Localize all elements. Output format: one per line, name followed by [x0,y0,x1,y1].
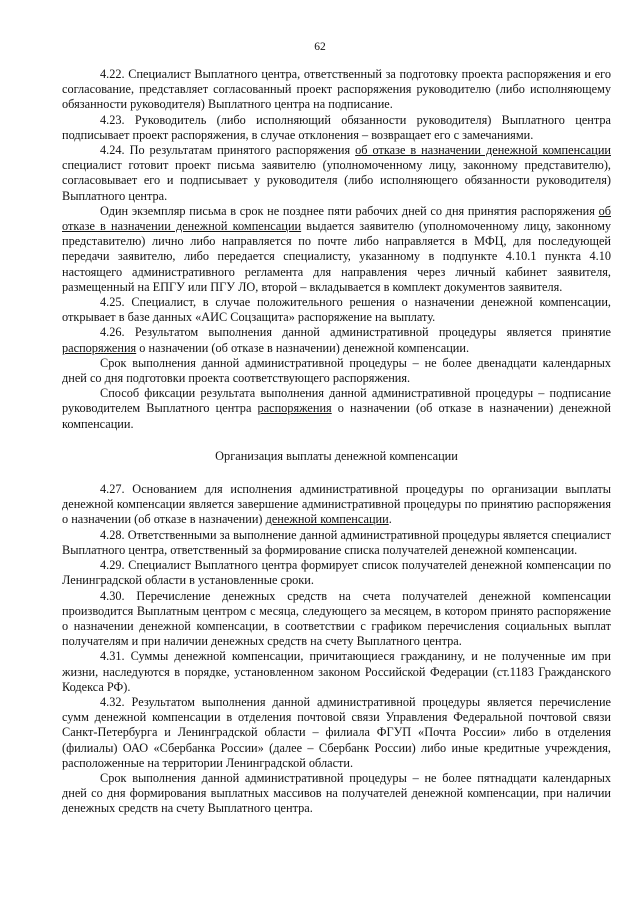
paragraph-4-32: 4.32. Результатом выполнения данной административной процедуры является перечисление сумм денежной компенсации в отделения почтовой связи Управления Федеральной почтовой связи Санкт-Петербурга и Ленинградской области – филиала ФГУП «Почта России» либо в отделения (филиалы) ОАО «Сбербанка России» (далее – Сбербанк России) либо иные кредитные учреждения, расположенные на территории Ленинградской области. [62,694,611,770]
paragraph-4-26 [62,325,611,355]
paragraph-text: 4.26. Результатом выполнения данной административной процедуры является принятие [100,325,611,340]
paragraph-term-1: Срок выполнения данной административной процедуры – не более двенадцати календарных дней со дня подготовки проекта соответствующего распоряжения. [62,355,611,386]
paragraph-fixation [62,386,611,432]
paragraph-text: о назначении (об отказе в назначении) денежной компенсации. [136,340,470,355]
paragraph-text: 4.24. По результатам принятого распоряжения [100,143,356,158]
paragraph-text: 4.27. Основанием для исполнения административной процедуры по организации выплаты денежной компенсации является завершение административной процедуры по принятию распоряжения о назначении (об отказе в назначении) [62,482,611,527]
paragraph-text: Способ фиксации результата выполнения данной административной процедуры – подписание руководителем Выплатного центра [62,386,611,416]
section-heading: Организация выплаты денежной компенсации [215,448,458,463]
paragraph-term-2: Срок выполнения данной административной процедуры – не более пятнадцати календарных дней со дня формирования выплатных массивов на получателей денежной компенсации, при наличии денежных средств на счету Выплатного центра. [62,770,611,816]
paragraph-text: . [388,512,392,527]
paragraph-4-29: 4.29. Специалист Выплатного центра формирует список получателей денежной компенсации по Ленинградской области в установленные сроки. [62,558,611,588]
underlined-term: денежной компенсации [265,512,389,527]
underlined-term: об отказе в назначении денежной компенсации [62,203,611,234]
paragraph-text: о назначении (об отказе в назначении) денежной компенсации. [62,401,611,431]
paragraph-4-22: 4.22. Специалист Выплатного центра, ответственный за подготовку проекта распоряжения и его согласование, представляет согласованный проект распоряжения руководителю (либо исполняющему обязанности руководителя) Выплатного центра на подписание. [62,67,611,112]
paragraph-4-28: 4.28. Ответственными за выполнение данной административной процедуры является специалист Выплатного центра, ответственный за формирование списка получателей денежной компенсации. [62,527,611,557]
paragraph-4-27 [62,482,611,528]
paragraph-letter-copy [62,204,611,295]
paragraph-4-30: 4.30. Перечисление денежных средств на счета получателей денежной компенсации производится Выплатным центром с месяца, следующего за месяцем, в котором принято распоряжение о назначении денежной компенсации, в соответствии с графиком перечисления социальных выплат получателям и при наличии денежных средств на счету Выплатного центра. [62,588,611,649]
paragraph-4-23: 4.23. Руководитель (либо исполняющий обязанности руководителя) Выплатного центра подписывает проект распоряжения, в случае отклонения – возвращает его с замечаниями. [62,112,611,142]
paragraph-4-31: 4.31. Суммы денежной компенсации, причитающиеся гражданину, и не полученные им при жизни, наследуются в порядке, установленном законом Российской Федерации (ст.1183 Гражданского Кодекса РФ). [62,649,611,694]
underlined-term: распоряжения [257,401,332,416]
paragraph-4-24 [62,143,611,204]
page-number: 62 [314,41,326,53]
paragraph-4-25: 4.25. Специалист, в случае положительного решения о назначении денежной компенсации, открывает в базе данных «АИС Соцзащита» распоряжение на выплату. [62,295,611,325]
paragraph-text: выдается заявителю (уполномоченному лицу, законному представителю) лично либо направляется по почте либо направляется в МФЦ, для последующей передачи заявителю, либо передается специалисту, указанному в подпункте 4.10.1 пункта 4.10 настоящего административного регламента для направления через личный кабинет заявителя, размещенный на ЕПГУ или ПГУ ЛО, второй – вкладывается в комплект документов заявителя. [62,219,611,294]
underlined-term: распоряжения [62,340,137,355]
paragraph-text: Один экземпляр письма в срок не позднее пяти рабочих дней со дня принятия распоряжения [100,203,599,218]
underlined-term: об отказе в назначении денежной компенсации [355,143,611,158]
paragraph-text: специалист готовит проект письма заявителю (уполномоченному лицу, законному представителю), согласовывает его и подписывает у руководителя (либо исполняющего обязанности руководителя) Выплатного центра. [62,158,611,203]
document-body [62,67,611,817]
